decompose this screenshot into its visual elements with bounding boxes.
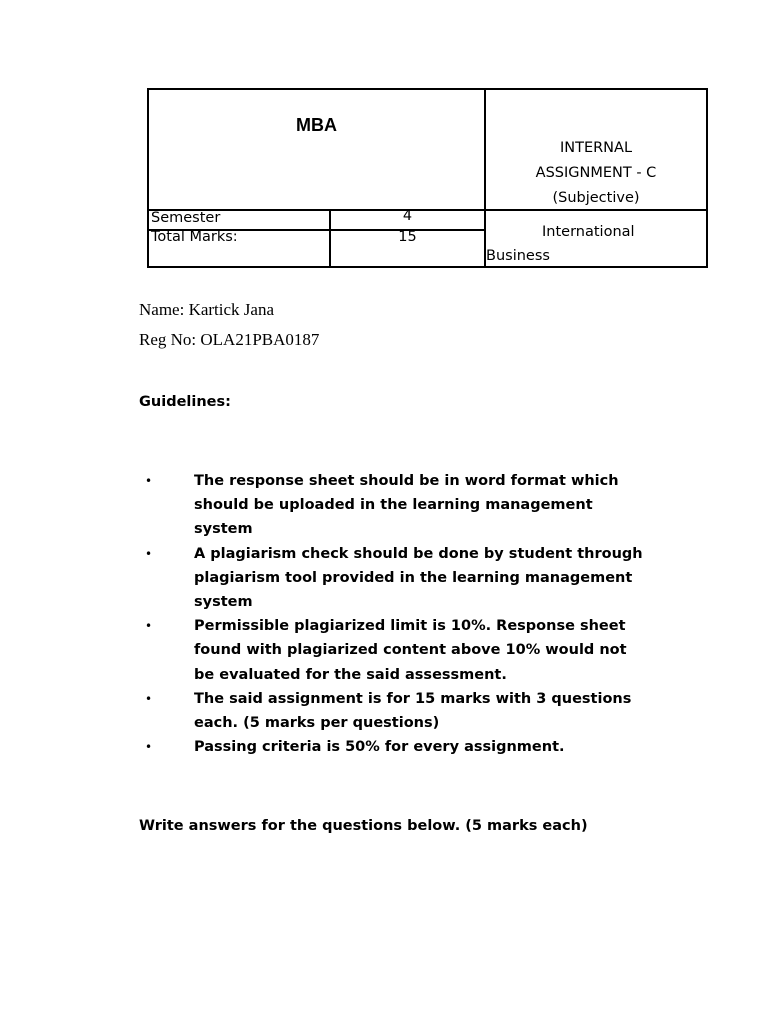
total-marks-label: Total Marks: [151, 229, 238, 245]
guideline-item [145, 542, 645, 615]
guideline-item [145, 469, 645, 542]
bullet-icon: • [145, 740, 153, 755]
semester-label: Semester [151, 210, 221, 226]
guideline-item [145, 687, 645, 735]
bullet-icon: • [145, 691, 153, 706]
guideline-item [145, 735, 645, 759]
assignment-title-line: INTERNAL [559, 140, 633, 156]
guideline-text: Passing criteria is 50% for every assignment. [194, 739, 565, 756]
semester-value: 4 [402, 208, 413, 224]
guideline-item [145, 614, 645, 687]
guideline-text: Permissible plagiarized limit is 10%. Response sheet found with plagiarized content above 10% would not be evaluated for the said assessment. [194, 618, 627, 683]
subject-line: International [542, 224, 635, 240]
registration-number: Reg No: OLA21PBA0187 [139, 330, 320, 349]
program-title: MBA [296, 115, 337, 135]
guideline-text: The said assignment is for 15 marks with 3 questions each. (5 marks per questions) [194, 690, 632, 732]
guidelines-heading: Guidelines: [139, 394, 231, 410]
assignment-title-line: (Subjective) [552, 190, 640, 206]
header-table [147, 88, 708, 268]
bullet-icon: • [145, 474, 153, 488]
guidelines-list [145, 469, 645, 759]
subject-name [486, 220, 706, 268]
answer-instructions: Write answers for the questions below. (5 marks each) [139, 818, 588, 834]
guideline-text: A plagiarism check should be done by student through plagiarism tool provided in the learning management system [194, 545, 643, 611]
subject-line: Business [486, 248, 550, 264]
bullet-icon: • [145, 619, 153, 634]
total-marks-value: 15 [398, 229, 417, 245]
guideline-text: The response sheet should be in word format which should be uploaded in the learning management system [194, 473, 619, 538]
assignment-title-line: ASSIGNMENT - C [535, 165, 657, 181]
student-name: Name: Kartick Jana [139, 300, 274, 319]
assignment-title [486, 136, 706, 211]
bullet-icon: • [145, 546, 153, 561]
